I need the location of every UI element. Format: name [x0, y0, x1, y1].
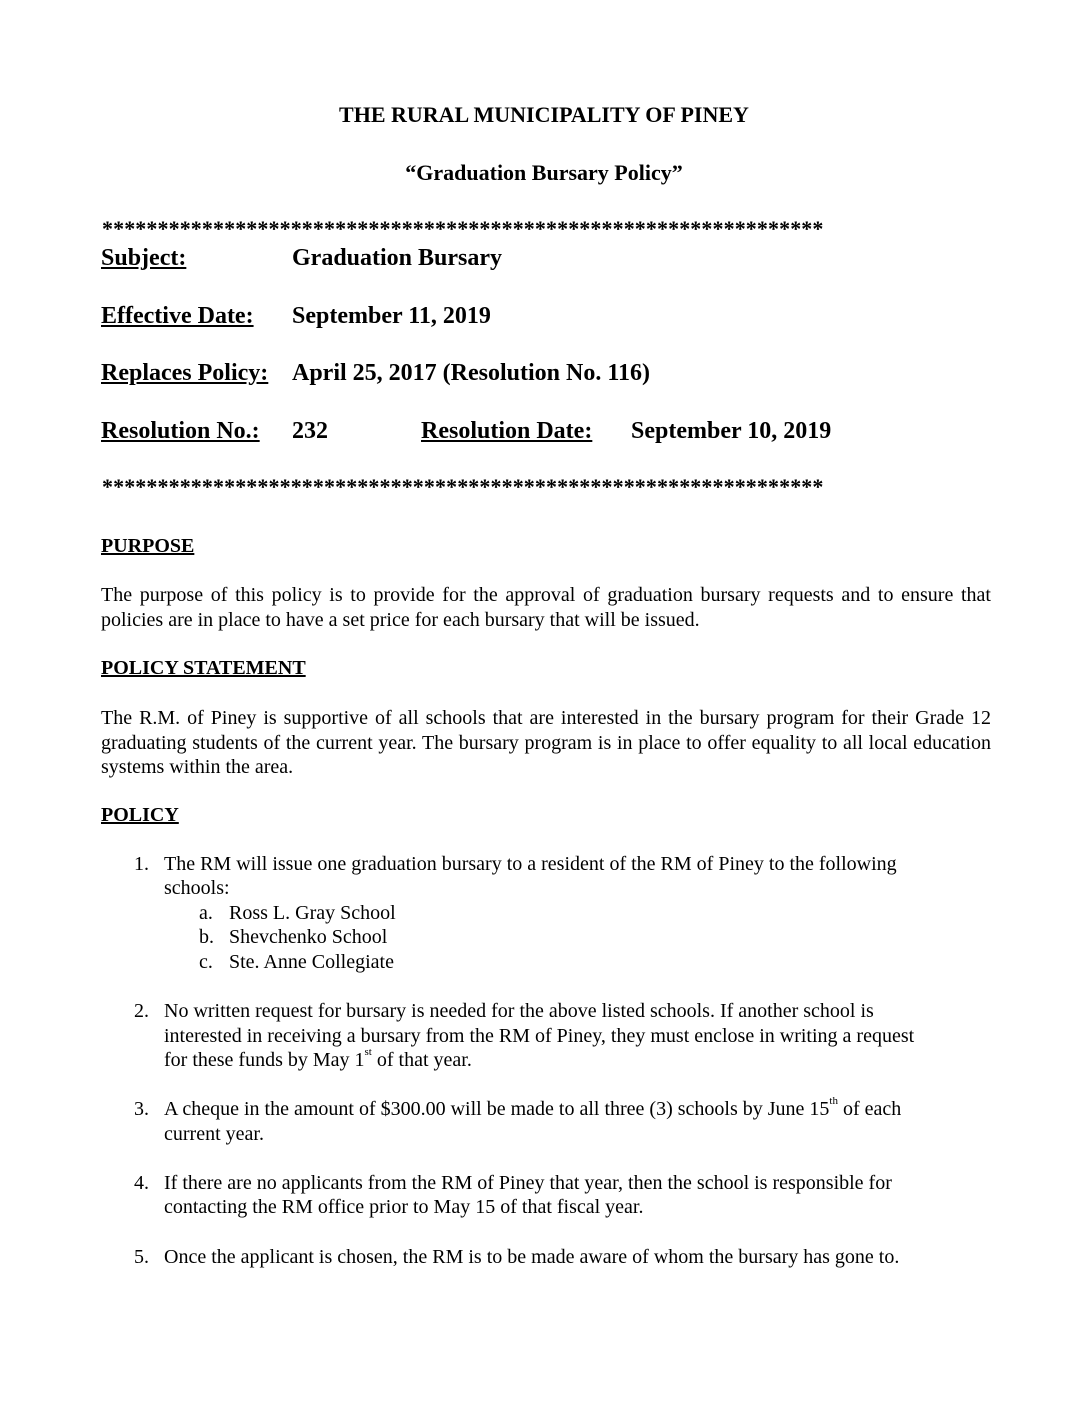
sub-item-letter: c. [199, 951, 213, 973]
list-item-text: No written request for bursary is needed for the above listed schools. If another school is [164, 1000, 874, 1022]
sub-item-school: Shevchenko School [229, 926, 388, 948]
list-item-text: contacting the RM office prior to May 15 of that fiscal year. [164, 1196, 644, 1218]
purpose-text: The purpose of this policy is to provide for the approval of graduation bursary requests and to ensure that policies are in place to have a set price for each bursary that will be issued. [101, 584, 991, 631]
resolution-date-label: Resolution Date: [421, 418, 593, 444]
org-title: THE RURAL MUNICIPALITY OF PINEY [339, 102, 749, 127]
list-item-text: The RM will issue one graduation bursary to a resident of the RM of Piney to the following [164, 853, 897, 875]
policy-statement-heading: POLICY STATEMENT [101, 657, 306, 679]
effective-date-label: Effective Date: [101, 303, 254, 329]
list-item-text: interested in receiving a bursary from the RM of Piney, they must enclose in writing a request [164, 1025, 915, 1047]
list-item-text: current year. [164, 1123, 264, 1145]
resolution-no-label: Resolution No.: [101, 418, 260, 444]
separator-top: ***************************************************************** [102, 216, 824, 241]
purpose-heading: PURPOSE [101, 535, 195, 557]
effective-date-value: September 11, 2019 [292, 303, 491, 329]
list-item-number: 1. [134, 853, 149, 875]
resolution-no-value: 232 [292, 418, 328, 444]
sub-item-school: Ross L. Gray School [229, 902, 396, 924]
list-item-text: for these funds by May 1st of that year. [164, 1046, 472, 1071]
list-item-number: 3. [134, 1098, 149, 1120]
list-item-text: Once the applicant is chosen, the RM is to be made aware of whom the bursary has gone to. [164, 1246, 900, 1268]
list-item-number: 2. [134, 1000, 149, 1022]
policy-statement-text: The R.M. of Piney is supportive of all schools that are interested in the bursary program for their Grade 12 graduating students of the current year. The bursary program is in place to offer equality to all local education systems within the area. [101, 707, 991, 778]
subject-value: Graduation Bursary [292, 245, 503, 271]
list-item-number: 5. [134, 1246, 149, 1268]
sub-item-letter: a. [199, 902, 213, 924]
list-item-text: If there are no applicants from the RM of Piney that year, then the school is responsible for [164, 1172, 892, 1194]
list-item-text: A cheque in the amount of $300.00 will be made to all three (3) schools by June 15th of each [164, 1095, 902, 1120]
sub-item-letter: b. [199, 926, 214, 948]
sub-item-school: Ste. Anne Collegiate [229, 951, 394, 973]
list-item-text: schools: [164, 877, 230, 899]
separator-bottom: ***************************************************************** [102, 474, 824, 499]
list-item-number: 4. [134, 1172, 149, 1194]
resolution-date-value: September 10, 2019 [631, 418, 832, 444]
subject-label: Subject: [101, 245, 187, 271]
replaces-policy-value: April 25, 2017 (Resolution No. 116) [292, 360, 651, 386]
replaces-policy-label: Replaces Policy: [101, 360, 269, 386]
policy-heading: POLICY [101, 804, 179, 826]
policy-title: “Graduation Bursary Policy” [405, 160, 683, 185]
